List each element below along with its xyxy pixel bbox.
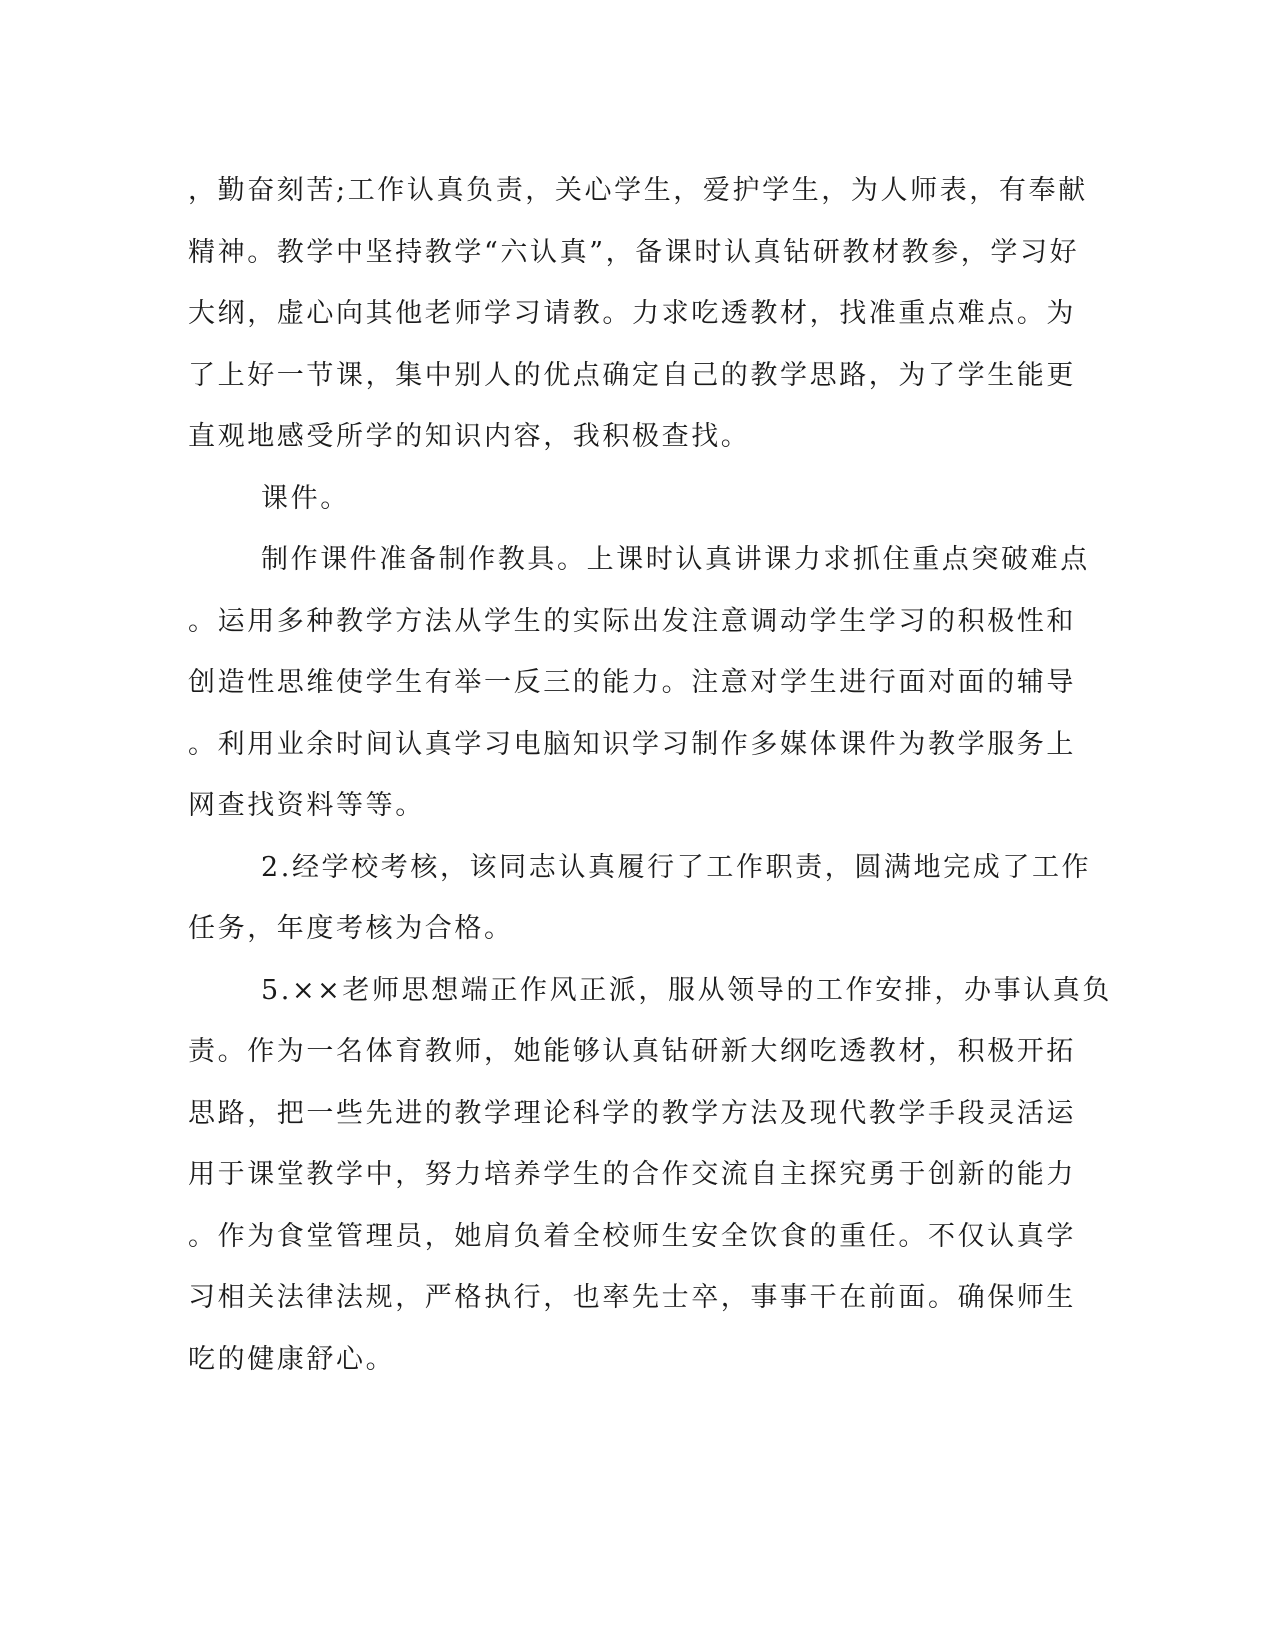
paragraph-start-line: 课件。	[261, 482, 350, 514]
paragraph-start-line: 5.××老师思想端正作风正派，服从领导的工作安排，办事认真负	[261, 974, 1113, 1006]
text-line: 网查找资料等等。	[188, 790, 425, 821]
text-line: 任务，年度考核为合格。	[188, 913, 514, 944]
text-line: 用于课堂教学中，努力培养学生的合作交流自主探究勇于创新的能力	[188, 1159, 1076, 1190]
paragraph-start-line: 制作课件准备制作教具。上课时认真讲课力求抓住重点突破难点	[261, 544, 1090, 575]
text-line: 直观地感受所学的知识内容，我积极查找。	[188, 421, 751, 452]
text-line: ，勤奋刻苦;工作认真负责，关心学生，爱护学生，为人师表，有奉献	[188, 175, 1088, 206]
text-line: 思路，把一些先进的教学理论科学的教学方法及现代教学手段灵活运	[188, 1097, 1076, 1129]
text-line: 。运用多种教学方法从学生的实际出发注意调动学生学习的积极性和	[188, 605, 1076, 637]
text-line: 习相关法律法规，严格执行，也率先士卒，事事干在前面。确保师生	[188, 1282, 1076, 1313]
text-line: 责。作为一名体育教师，她能够认真钻研新大纲吃透教材，积极开拓	[188, 1036, 1076, 1067]
text-line: 吃的健康舒心。	[188, 1343, 396, 1375]
text-line: 创造性思维使学生有举一反三的能力。注意对学生进行面对面的辅导	[188, 667, 1076, 698]
text-line: 精神。教学中坚持教学“六认真”，备课时认真钻研教材教参，学习好	[188, 236, 1080, 268]
text-line: 。作为食堂管理员，她肩负着全校师生安全饮食的重任。不仅认真学	[188, 1220, 1076, 1252]
text-line: 了上好一节课，集中别人的优点确定自己的教学思路，为了学生能更	[188, 359, 1076, 391]
text-line: 。利用业余时间认真学习电脑知识学习制作多媒体课件为教学服务上	[188, 728, 1076, 760]
paragraph-start-line: 2.经学校考核，该同志认真履行了工作职责，圆满地完成了工作	[261, 851, 1092, 883]
text-line: 大纲，虚心向其他老师学习请教。力求吃透教材，找准重点难点。为	[188, 298, 1076, 329]
document-body	[188, 160, 1113, 1390]
